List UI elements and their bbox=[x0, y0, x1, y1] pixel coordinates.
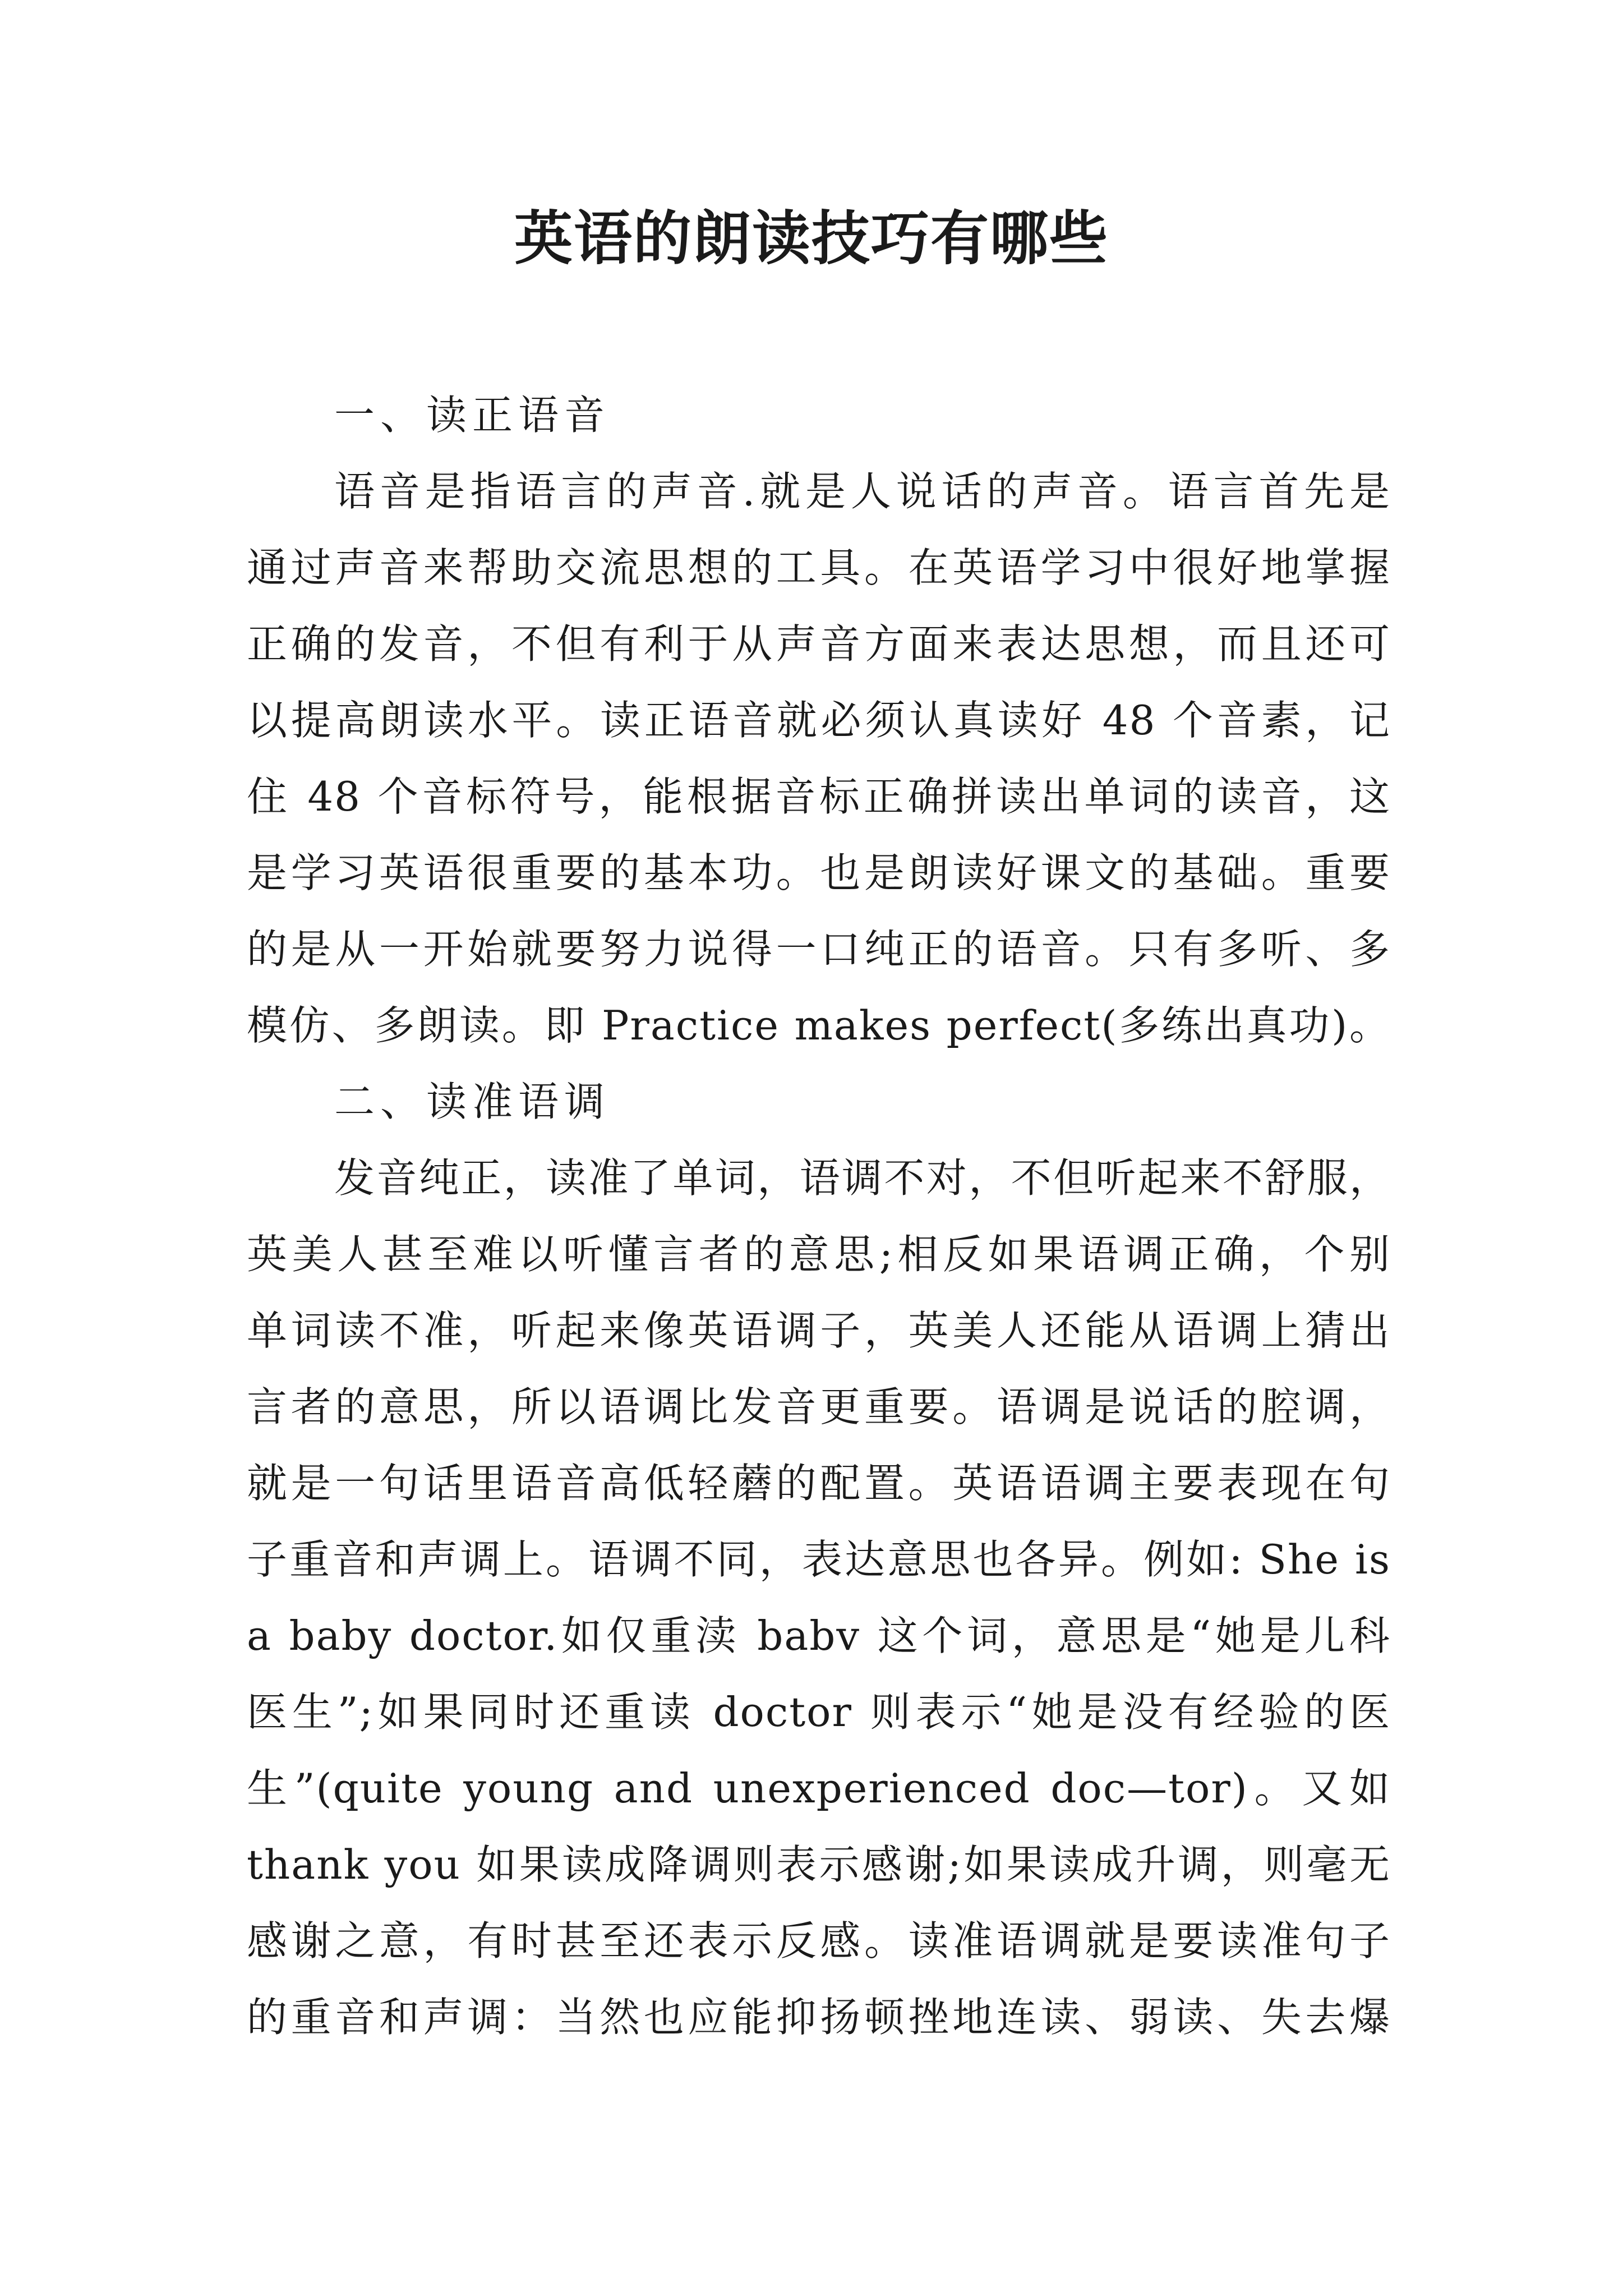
paragraph-line: thank you 如果读成降调则表示感谢;如果读成升调，则毫无 bbox=[247, 1841, 1391, 1888]
paragraph-line: 感谢之意，有时甚至还表示反感。读准语调就是要读准句子 bbox=[247, 1917, 1391, 1964]
document-title: 英语的朗读技巧有哪些 bbox=[514, 204, 1109, 273]
paragraph-line: 单词读不准，听起来像英语调子，英美人还能从语调上猜出 bbox=[247, 1307, 1391, 1354]
paragraph-line: 是学习英语很重要的基本功。也是朗读好课文的基础。重要 bbox=[247, 849, 1391, 896]
paragraph-line: 模仿、多朗读。即 Practice makes perfect(多练出真功)。 bbox=[247, 1002, 1391, 1049]
section-heading-1: 一、读正语音 bbox=[334, 392, 611, 439]
paragraph-line: 英美人甚至难以听懂言者的意思;相反如果语调正确，个别 bbox=[247, 1231, 1391, 1278]
paragraph-line: 医生”;如果同时还重读 doctor 则表示“她是没有经验的医 bbox=[247, 1688, 1391, 1736]
paragraph-line: 的是从一开始就要努力说得一口纯正的语音。只有多听、多 bbox=[247, 926, 1391, 973]
paragraph-line: 正确的发音，不但有利于从声音方面来表达思想，而且还可 bbox=[247, 620, 1391, 668]
paragraph-line: 言者的意思，所以语调比发音更重要。语调是说话的腔调， bbox=[247, 1383, 1391, 1430]
paragraph-line: 语音是指语言的声音.就是人说话的声音。语言首先是 bbox=[334, 468, 1391, 515]
paragraph-line: 发音纯正，读准了单词，语调不对，不但听起来不舒服， bbox=[334, 1154, 1391, 1202]
section-heading-2: 二、读准语调 bbox=[334, 1078, 611, 1125]
paragraph-line: 子重音和声调上。语调不同，表达意思也各异。例如: She is bbox=[247, 1536, 1391, 1583]
paragraph-line: 以提高朗读水平。读正语音就必须认真读好 48 个音素，记 bbox=[247, 697, 1391, 744]
paragraph-line: 住 48 个音标符号，能根据音标正确拼读出单词的读音，这 bbox=[247, 773, 1391, 820]
paragraph-line: 就是一句话里语音高低轻蘑的配置。英语语调主要表现在句 bbox=[247, 1460, 1391, 1507]
paragraph-line: a baby doctor.如仅重渎 babv 这个词，意思是“她是儿科 bbox=[247, 1612, 1391, 1659]
paragraph-line: 生”(quite young and unexperienced doc—tor)。又如 bbox=[247, 1765, 1391, 1812]
paragraph-line: 通过声音来帮助交流思想的工具。在英语学习中很好地掌握 bbox=[247, 544, 1391, 591]
paragraph-line: 的重音和声调：当然也应能抑扬顿挫地连读、弱读、失去爆 bbox=[247, 1994, 1391, 2041]
document-body bbox=[247, 377, 1391, 2055]
